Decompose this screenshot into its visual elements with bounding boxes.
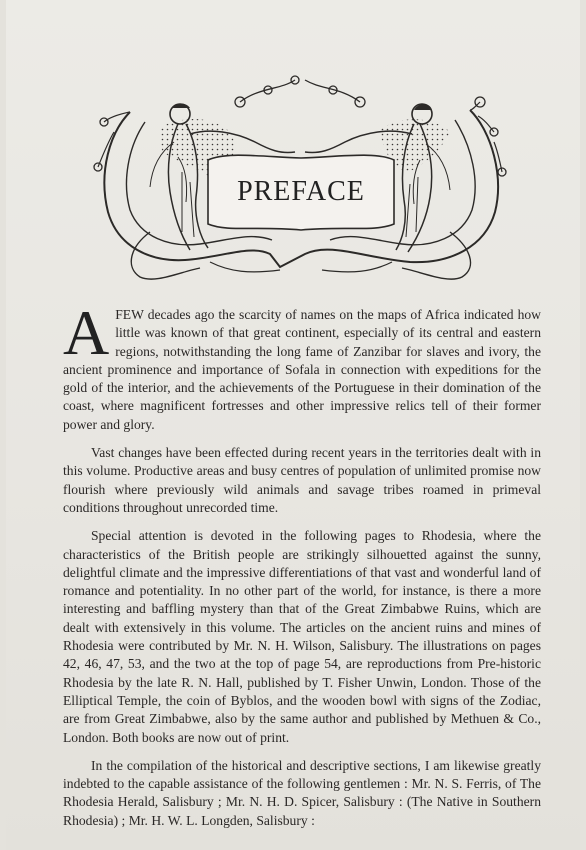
preface-text [63,297,541,840]
book-page [6,0,580,850]
paragraph-1 [63,297,541,434]
decorative-header [90,72,510,282]
paragraph-2: Vast changes have been effected during recent years in the territories dealt with in this volume. Productive areas and busy centres of population of unlimited promise now flourish where previously wild animals and savage tribes roamed in primeval conditions throughout unrecorded time. [63,445,541,515]
paragraph-4: In the compilation of the historical and descriptive sections, I am likewise greatly indebted to the capable assistance of the following gentlemen : Mr. N. S. Ferris, of The Rhodesia Herald, Salisbury ; Mr. N. H. D. Spicer, Salisbury : (The Native in Southern Rhodesia) ; Mr. H. W. L. Longden, Salisbury : [63,757,541,828]
paragraph-3: Special attention is devoted in the following pages to Rhodesia, where the characteristics of the British people are strikingly silhouetted against the sunny, delightful climate and the impressive differentiations of that vast and wonderful land of romance and potentiality. In no other part of the world, for instance, is there a more interesting and baffling mystery than that of the Great Zimbabwe Ruins, which are dealt with extensively in this volume. The articles on the ancient ruins and mines of Rhodesia were contributed by Mr. N. H. Wilson, Salisbury. The illustrations on pages 42, 46, 47, 53, and the two at the top of page 54, are reproductions from Pre-historic Rhodesia by the late R. N. Hall, published by T. Fisher Unwin, London. Those of the Elliptical Temple, the coin of Byblos, and the wooden bowl with signs of the Zodiac, are from Great Zimbabwe, also by the same author and published by Methuen & Co., London. Both books are now out of print. [63,528,541,745]
page-title: PREFACE [237,176,365,207]
drop-cap: A [63,297,110,368]
paragraph-1-text: FEW decades ago the scarcity of names on the maps of Africa indicated how little was known of that great continent, especially of its central and eastern regions, notwithstanding the long fame of Zanzibar for slaves and ivory, the ancient prominence and importance of Sofala in connection with expeditions for the gold of the interior, and the achievements of the Portuguese in their domination of the coast, where magnificent fortresses and other impressive relics tell of their former power and glory. [63,307,541,432]
